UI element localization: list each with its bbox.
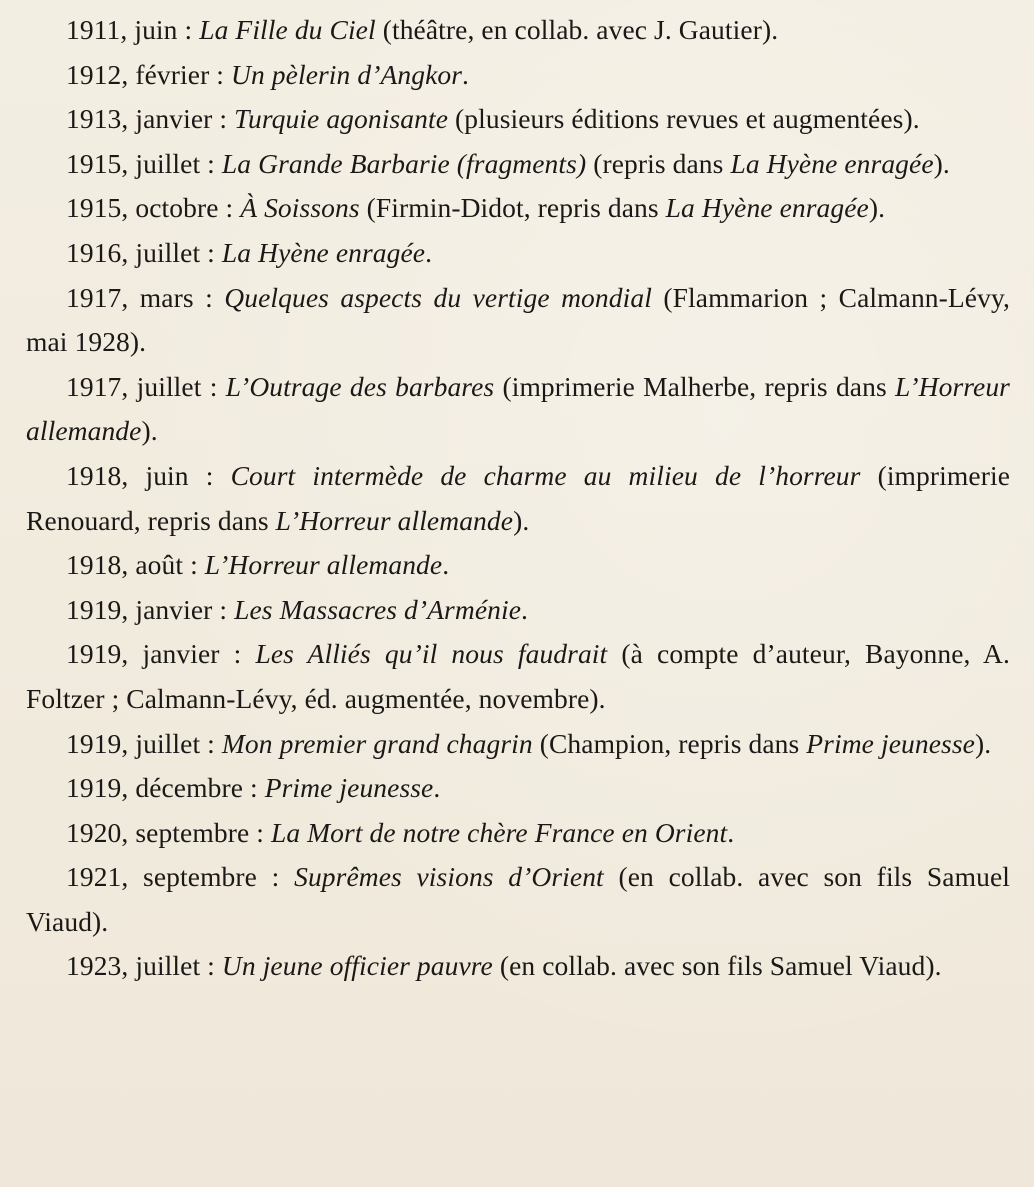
entry-note: (repris dans <box>586 147 731 179</box>
entry-title: La Grande Barbarie (fragments) <box>221 147 587 179</box>
entry-note: . <box>442 549 450 581</box>
entry-reference: L’Horreur allemande <box>275 504 514 536</box>
entry-tail: ). <box>141 415 158 447</box>
entry-note: (Champion, repris dans <box>532 727 807 759</box>
entry-title: Turquie agonisante <box>234 103 449 135</box>
bibliography-entry <box>26 186 1010 231</box>
entry-title: À Soissons <box>240 192 360 224</box>
bibliography-entry <box>26 454 1010 543</box>
entry-tail: ). <box>974 727 992 759</box>
entry-date: 1919, janvier : <box>66 638 256 670</box>
entry-reference: L’Horreur allemande <box>26 370 1010 447</box>
entry-note: (théâtre, en collab. avec J. Gautier). <box>375 14 779 45</box>
entry-tail: ). <box>933 147 950 179</box>
bibliography-entry <box>26 142 1010 187</box>
entry-date: 1916, juillet : <box>66 236 222 268</box>
entry-note: . <box>727 816 735 848</box>
entry-date: 1920, septembre : <box>66 816 271 848</box>
entry-reference: Prime jeunesse <box>806 727 975 759</box>
bibliography-entry <box>26 722 1010 767</box>
entry-note: . <box>433 772 441 804</box>
entry-tail: ). <box>513 504 530 536</box>
entry-note: (Firmin-Didot, repris dans <box>359 192 666 224</box>
bibliography-entry <box>26 588 1010 633</box>
entry-note: . <box>521 593 529 625</box>
entry-title: L’Outrage des barbares <box>225 370 495 402</box>
bibliography-list <box>26 8 1010 989</box>
entry-date: 1919, janvier : <box>66 593 235 625</box>
entry-note: (à compte d’auteur, Bayonne, A. Foltzer ; Calmann-Lévy, éd. augmentée, novembre). <box>26 638 1010 714</box>
entry-title: Un pèlerin d’Angkor <box>231 58 463 90</box>
entry-date: 1915, juillet : <box>66 147 222 179</box>
entry-title: Les Massacres d’Arménie <box>234 593 522 625</box>
bibliography-entry <box>26 543 1010 588</box>
entry-note: (Flammarion ; Calmann-Lévy, mai 1928). <box>26 281 1010 358</box>
bibliography-entry <box>26 855 1010 944</box>
entry-date: 1918, juin : <box>66 459 231 491</box>
entry-date: 1923, juillet : <box>66 950 222 982</box>
entry-title: Les Alliés qu’il nous faudrait <box>255 638 608 670</box>
entry-note: . <box>425 236 433 268</box>
entry-date: 1917, mars : <box>66 281 225 313</box>
entry-title: Court intermède de charme au milieu de l’horreur <box>230 459 861 491</box>
entry-date: 1912, février : <box>66 58 232 90</box>
entry-title: Quelques aspects du vertige mondial <box>224 281 652 313</box>
entry-title: Un jeune officier pauvre <box>221 950 493 982</box>
bibliography-entry <box>26 97 1010 142</box>
entry-reference: La Hyène enragée <box>730 147 934 179</box>
entry-title: L’Horreur allemande <box>204 549 443 581</box>
entry-date: 1921, septembre : <box>66 861 295 893</box>
entry-date: 1917, juillet : <box>66 370 226 402</box>
entry-title: Mon premier grand chagrin <box>221 727 533 759</box>
entry-title: La Mort de notre chère France en Orient <box>270 816 728 848</box>
entry-date: 1911, juin : <box>66 14 200 45</box>
bibliography-entry <box>26 231 1010 276</box>
entry-date: 1913, janvier : <box>66 103 235 135</box>
entry-note: (en collab. avec son fils Samuel Viaud). <box>492 950 942 982</box>
bibliography-entry <box>26 766 1010 811</box>
bibliography-entry <box>26 53 1010 98</box>
entry-title: Suprêmes visions d’Orient <box>294 861 604 893</box>
bibliography-entry <box>26 365 1010 454</box>
entry-title: La Fille du Ciel <box>199 14 376 45</box>
bibliography-entry <box>26 632 1010 721</box>
entry-title: La Hyène enragée <box>221 236 426 268</box>
bibliography-entry <box>26 276 1010 365</box>
bibliography-entry <box>26 811 1010 856</box>
entry-note: . <box>462 58 470 90</box>
entry-title: Prime jeunesse <box>264 772 434 804</box>
entry-reference: La Hyène enragée <box>665 192 869 224</box>
entry-note: (plusieurs éditions revues et augmentées). <box>448 103 920 135</box>
entry-note: (imprimerie Renouard, repris dans <box>26 459 1010 536</box>
entry-date: 1919, décembre : <box>66 772 265 804</box>
bibliography-entry <box>26 944 1010 989</box>
entry-date: 1918, août : <box>66 549 205 581</box>
entry-note: (imprimerie Malherbe, repris dans <box>494 370 895 402</box>
entry-date: 1915, octobre : <box>66 192 241 224</box>
entry-tail: ). <box>868 192 886 224</box>
bibliography-entry <box>26 8 1010 53</box>
entry-date: 1919, juillet : <box>66 727 222 759</box>
entry-note: (en collab. avec son fils Samuel Viaud). <box>26 861 1010 937</box>
